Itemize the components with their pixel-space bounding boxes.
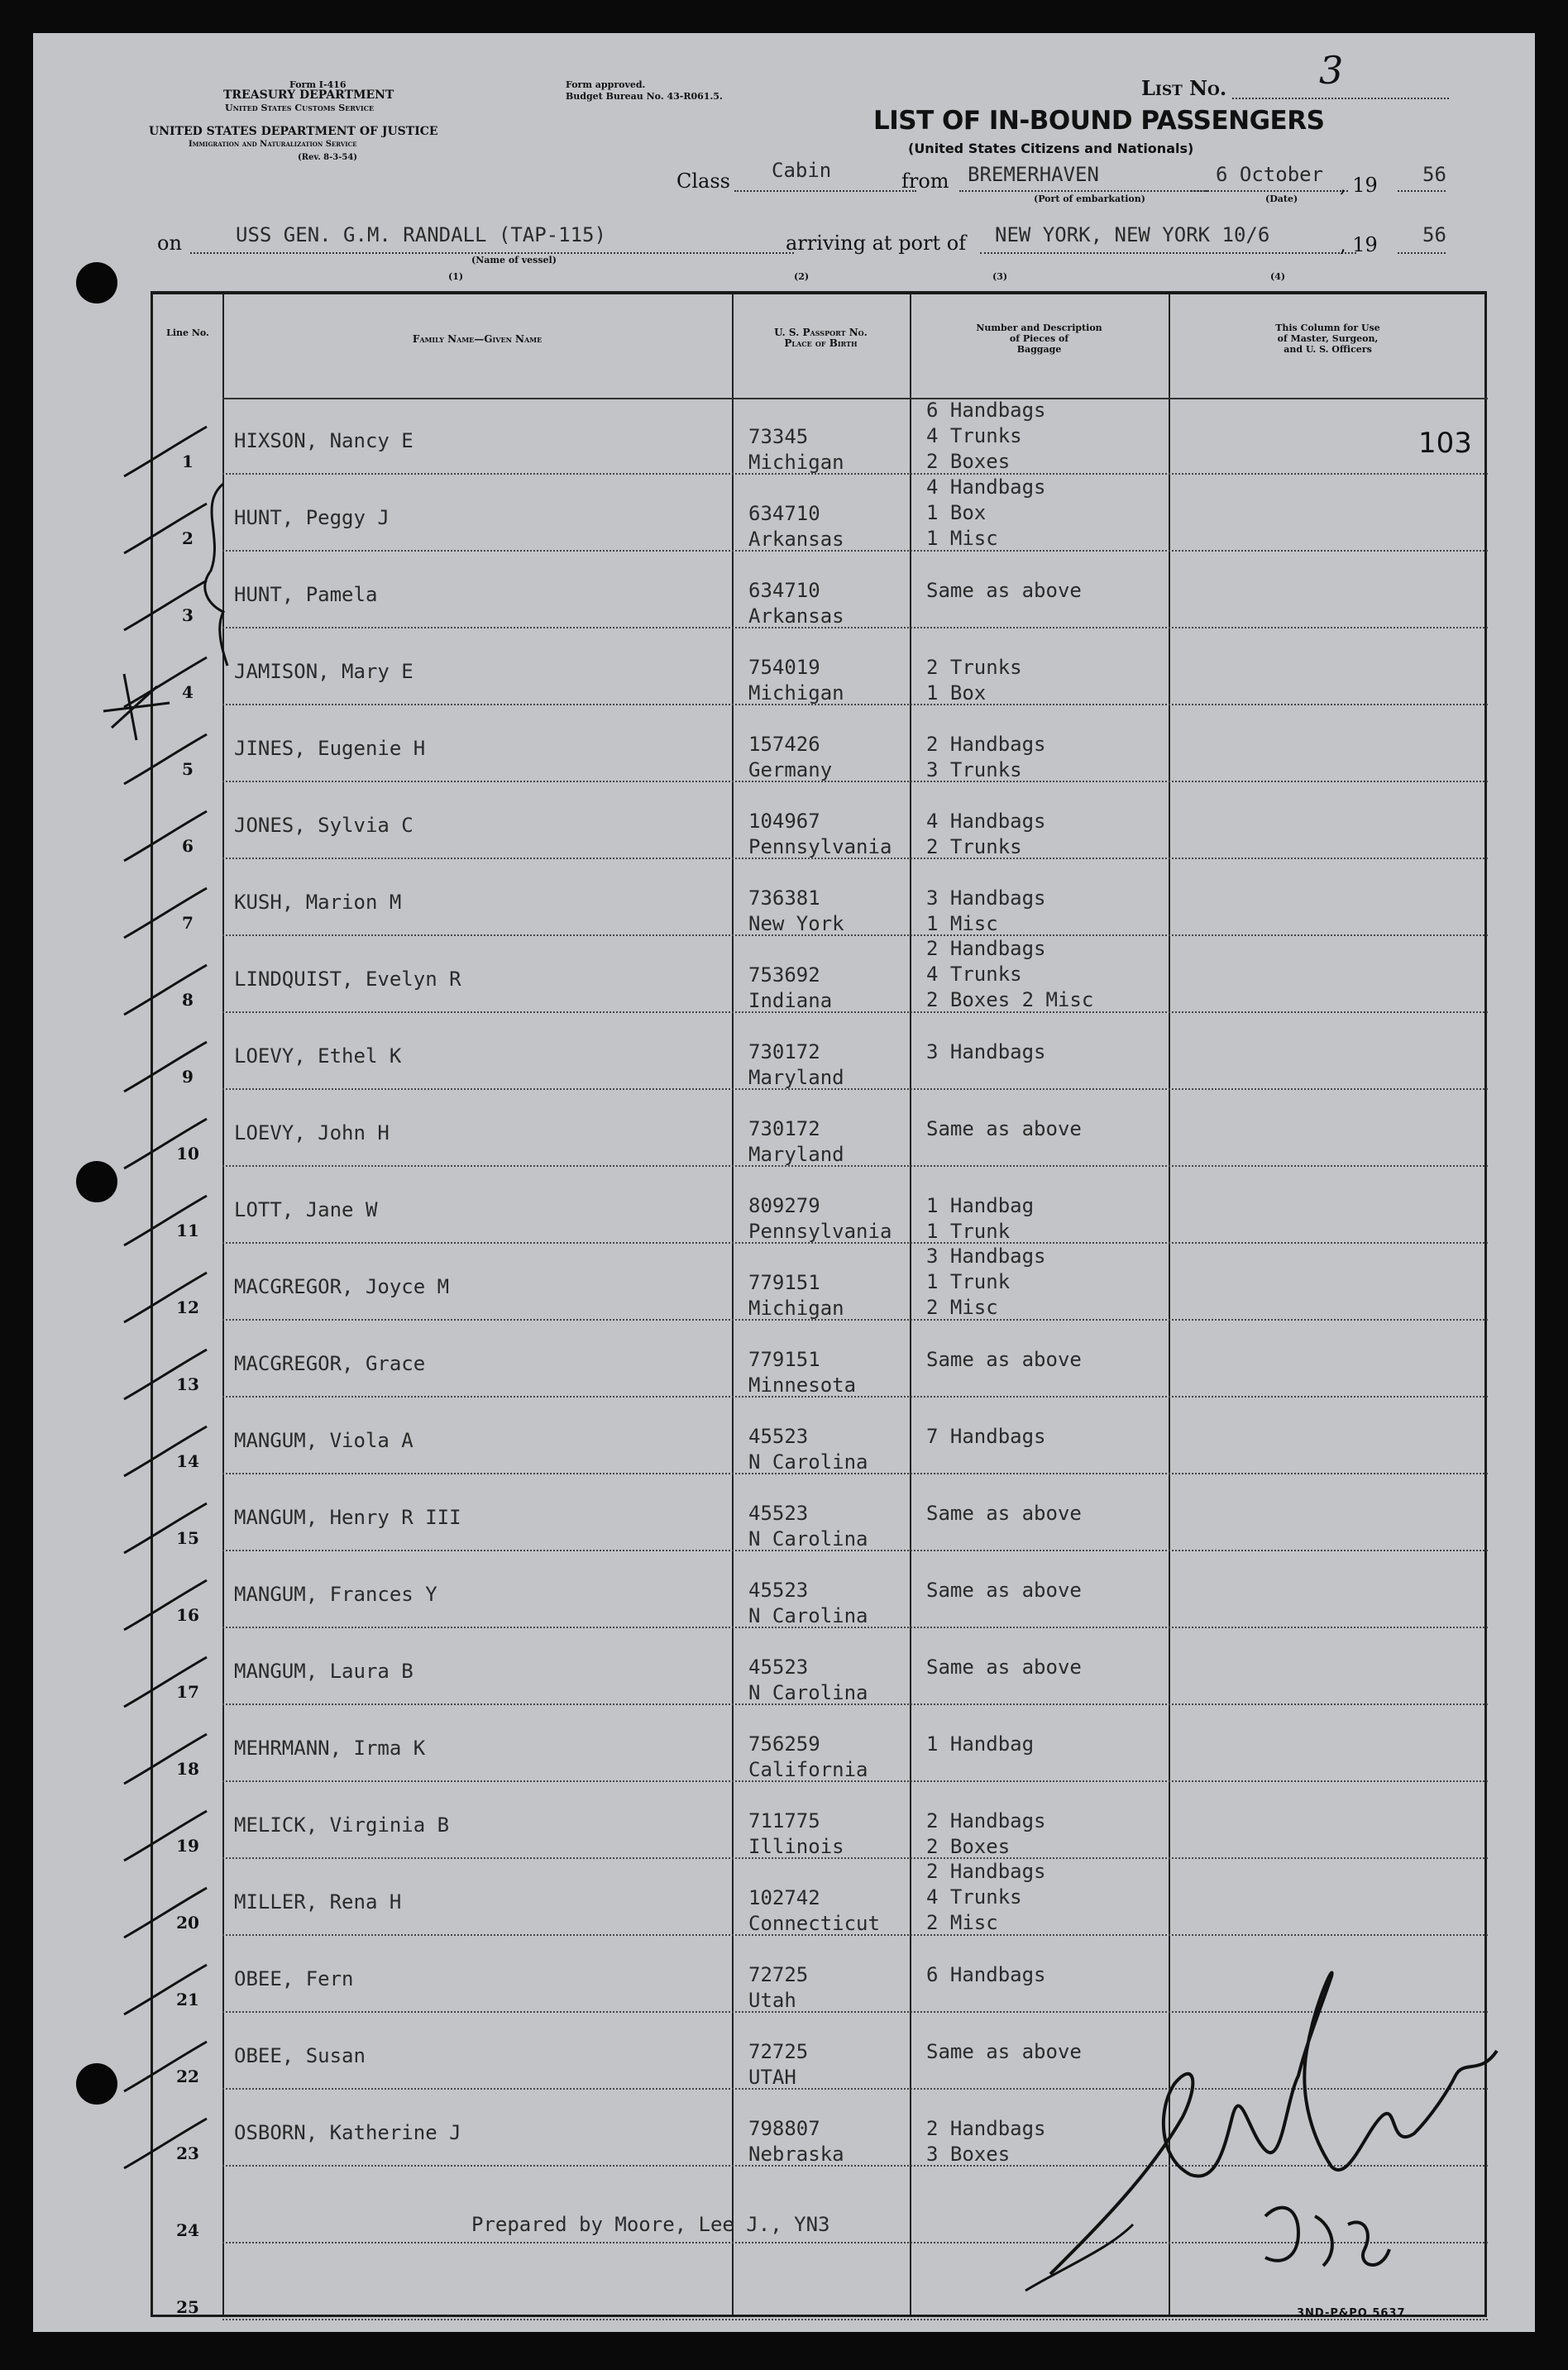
passport-number: 45523 [748, 1425, 809, 1448]
passport-and-birthplace [748, 1347, 856, 1398]
port-caption: (Port of embarkation) [1034, 194, 1145, 204]
table-row [153, 1859, 1484, 1936]
passport-and-birthplace [748, 2116, 844, 2167]
table-row [153, 475, 1484, 552]
line-number: 9 [182, 1067, 194, 1087]
officer-note: 103 [1418, 427, 1472, 460]
passport-number: 102742 [748, 1886, 820, 1909]
line-number: 11 [176, 1221, 199, 1240]
check-mark [120, 423, 211, 480]
passport-number: 104967 [748, 810, 820, 833]
vessel-caption: (Name of vessel) [471, 255, 557, 265]
budget-bureau: Budget Bureau No. 43-R061.5. [566, 91, 723, 102]
baggage-list [926, 475, 1046, 552]
passport-number: 779151 [748, 1348, 820, 1371]
check-mark [120, 1961, 211, 2019]
list-no-label: List No. [1141, 76, 1227, 100]
bracket-mark [190, 480, 240, 670]
class-label: Class [676, 170, 730, 193]
line-number: 14 [176, 1451, 199, 1471]
passenger-name: LOEVY, Ethel K [234, 1044, 402, 1068]
form-approved: Form approved. [566, 79, 646, 90]
birthplace: California [748, 1758, 868, 1781]
passenger-name: LOTT, Jane W [234, 1198, 378, 1221]
passport-and-birthplace [748, 1424, 868, 1475]
passport-and-birthplace [748, 1962, 808, 2014]
check-mark [120, 1653, 211, 1711]
on-label: on [157, 232, 182, 255]
passport-number: 809279 [748, 1194, 820, 1217]
passenger-name: KUSH, Marion M [234, 891, 402, 914]
baggage-item: 3 Handbags [926, 886, 1046, 910]
line-number: 22 [176, 2067, 199, 2086]
passport-and-birthplace [748, 1193, 892, 1245]
col3-number: (3) [992, 271, 1008, 282]
table-row [153, 1090, 1484, 1167]
passport-number: 754019 [748, 656, 820, 679]
line-number: 6 [182, 836, 194, 856]
punch-hole-2 [76, 1161, 117, 1202]
vessel-name: USS GEN. G.M. RANDALL (TAP-115) [236, 223, 606, 246]
passport-number: 634710 [748, 579, 820, 602]
baggage-list [926, 655, 1022, 706]
baggage-item: 4 Trunks [926, 1885, 1022, 1909]
birthplace: N Carolina [748, 1527, 868, 1551]
birthplace: Maryland [748, 1066, 844, 1089]
baggage-item: 1 Box [926, 681, 987, 705]
col2-number: (2) [794, 271, 810, 282]
page-title: LIST OF IN-BOUND PASSENGERS [873, 106, 1325, 136]
passport-and-birthplace [748, 2039, 808, 2090]
passport-and-birthplace [748, 963, 832, 1014]
check-mark [120, 1115, 211, 1173]
line-number: 10 [176, 1144, 199, 1163]
check-mark [120, 884, 211, 942]
baggage-item: 2 Handbags [926, 937, 1046, 960]
baggage-list [926, 809, 1046, 860]
col1-number: (1) [448, 271, 464, 282]
line-number: 12 [176, 1297, 199, 1317]
baggage-item: 3 Boxes [926, 2143, 1011, 2166]
passport-and-birthplace [748, 501, 844, 552]
revision: (Rev. 8-3-54) [298, 153, 358, 162]
baggage-item: 1 Handbag [926, 1732, 1035, 1756]
baggage-item: 2 Misc [926, 1911, 998, 1934]
line-number: 13 [176, 1374, 199, 1394]
baggage-item: 2 Boxes [926, 1835, 1011, 1858]
col-officers-line1: This Column for Use [1275, 323, 1380, 333]
baggage-item: Same as above [926, 1348, 1082, 1371]
line-number: 2 [182, 528, 194, 548]
passport-number: 730172 [748, 1117, 820, 1140]
passenger-name: OBEE, Fern [234, 1967, 354, 1990]
passport-number: 753692 [748, 963, 820, 987]
table-row [153, 398, 1484, 475]
passport-and-birthplace [748, 1501, 868, 1552]
line-number: 24 [176, 2220, 199, 2240]
check-mark [120, 1192, 211, 1250]
table-row [153, 1398, 1484, 1474]
baggage-list [926, 1424, 1046, 1450]
check-mark [120, 1269, 211, 1326]
birthplace: Indiana [748, 989, 833, 1012]
passport-and-birthplace [748, 886, 844, 937]
baggage-item: 6 Handbags [926, 1963, 1046, 1986]
line-number: 15 [176, 1528, 199, 1548]
table-row [153, 1551, 1484, 1628]
table-row [153, 1321, 1484, 1398]
baggage-list [926, 578, 1082, 604]
col-baggage-line3: Baggage [1016, 344, 1062, 355]
birthplace: Germany [748, 758, 833, 781]
passport-number: 45523 [748, 1579, 809, 1602]
birthplace: Pennsylvania [748, 1220, 892, 1243]
baggage-item: 4 Handbags [926, 475, 1046, 499]
baggage-item: 1 Box [926, 501, 987, 524]
baggage-item: Same as above [926, 1117, 1082, 1140]
baggage-item: 6 Handbags [926, 399, 1046, 422]
baggage-item: 4 Handbags [926, 810, 1046, 833]
col-passport-line2: Place of Birth [784, 337, 858, 349]
passport-and-birthplace [748, 578, 844, 629]
col-officers [1169, 323, 1487, 355]
from-label: from [901, 170, 949, 193]
baggage-list [926, 1732, 1034, 1757]
check-mark [120, 2038, 211, 2095]
birthplace: Illinois [748, 1835, 844, 1858]
baggage-item: 3 Handbags [926, 1040, 1046, 1063]
passenger-name: MANGUM, Laura B [234, 1660, 414, 1683]
passport-number: 72725 [748, 2040, 809, 2063]
birthplace: N Carolina [748, 1450, 868, 1474]
baggage-item: 7 Handbags [926, 1425, 1046, 1448]
col-baggage [910, 323, 1169, 355]
passenger-name: MILLER, Rena H [234, 1890, 402, 1914]
check-mark [120, 1499, 211, 1557]
table-row [153, 552, 1484, 628]
col-officers-line3: and U. S. Officers [1284, 344, 1372, 355]
birthplace: UTAH [748, 2066, 796, 2089]
table-row [153, 628, 1484, 705]
baggage-item: 2 Boxes [926, 450, 1011, 473]
passenger-list-sheet [33, 33, 1535, 2332]
date-value: 6 October [1216, 163, 1324, 186]
baggage-list [926, 1347, 1082, 1373]
baggage-item: 3 Handbags [926, 1245, 1046, 1268]
baggage-item: 1 Trunk [926, 1220, 1011, 1243]
line-number: 16 [176, 1605, 199, 1625]
baggage-list [926, 1193, 1034, 1245]
passenger-name: JINES, Eugenie H [234, 737, 426, 760]
col4-number: (4) [1270, 271, 1286, 282]
punch-hole-3 [76, 2063, 117, 2105]
punch-hole-1 [76, 262, 117, 303]
check-mark [120, 1038, 211, 1096]
passenger-name: MANGUM, Henry R III [234, 1506, 461, 1529]
table-row [153, 782, 1484, 859]
check-mark [120, 1730, 211, 1788]
line-number: 1 [182, 452, 194, 471]
passport-number: 711775 [748, 1809, 820, 1832]
footer-code: 3ND-P&PO 5637 [1297, 2307, 1406, 2320]
passenger-name: LINDQUIST, Evelyn R [234, 968, 461, 991]
passport-and-birthplace [748, 732, 832, 783]
table-row [153, 1474, 1484, 1551]
check-mark [120, 1576, 211, 1634]
check-mark [120, 1807, 211, 1865]
baggage-list [926, 936, 1093, 1013]
check-mark [120, 961, 211, 1019]
baggage-list [926, 1116, 1082, 1142]
baggage-list [926, 1578, 1082, 1603]
passport-and-birthplace [748, 1809, 844, 1860]
cross-mark [99, 670, 174, 744]
passport-and-birthplace [748, 809, 892, 860]
passenger-name: MEHRMANN, Irma K [234, 1737, 426, 1760]
passenger-name: JAMISON, Mary E [234, 660, 414, 683]
baggage-item: 2 Boxes 2 Misc [926, 988, 1094, 1011]
passenger-name: MACGREGOR, Joyce M [234, 1275, 450, 1298]
col-line-no: Line No. [166, 327, 209, 338]
department-of-justice: UNITED STATES DEPARTMENT OF JUSTICE [149, 125, 438, 138]
baggage-item: 2 Handbags [926, 1860, 1046, 1883]
passenger-name: OBEE, Susan [234, 2044, 366, 2067]
line-number: 3 [182, 605, 194, 625]
baggage-list [926, 1244, 1046, 1321]
passport-and-birthplace [748, 1039, 844, 1091]
line-number: 5 [182, 759, 194, 779]
check-mark [120, 807, 211, 865]
baggage-item: 4 Trunks [926, 963, 1022, 986]
baggage-list [926, 732, 1046, 783]
check-mark [120, 1422, 211, 1480]
class-value: Cabin [772, 159, 832, 182]
birthplace: Utah [748, 1989, 796, 2012]
table-row [153, 859, 1484, 936]
passport-number: 45523 [748, 1656, 809, 1679]
table-row [153, 1167, 1484, 1244]
passport-number: 756259 [748, 1732, 820, 1756]
baggage-list [926, 1501, 1082, 1527]
passenger-name: MANGUM, Frances Y [234, 1583, 437, 1606]
line-number: 4 [182, 682, 194, 702]
passport-number: 736381 [748, 886, 820, 910]
arrival-year-prefix: , 19 [1340, 233, 1378, 256]
birthplace: Pennsylvania [748, 835, 892, 858]
baggage-item: 4 Trunks [926, 424, 1022, 447]
prepared-by: Prepared by Moore, Lee J., YN3 [471, 2213, 830, 2236]
baggage-item: Same as above [926, 579, 1082, 602]
line-number: 21 [176, 1990, 199, 2009]
baggage-item: 2 Misc [926, 1296, 998, 1319]
signature [1001, 1952, 1513, 2299]
form-number: Form I-416 [289, 79, 347, 90]
birthplace: Arkansas [748, 528, 844, 551]
arrival-port: NEW YORK, NEW YORK 10/6 [995, 223, 1270, 246]
baggage-item: Same as above [926, 2040, 1082, 2063]
col-passport [732, 327, 910, 349]
birthplace: New York [748, 912, 844, 935]
table-row [153, 1013, 1484, 1090]
passenger-name: JONES, Sylvia C [234, 814, 414, 837]
table-row [153, 1628, 1484, 1705]
passenger-name: MANGUM, Viola A [234, 1429, 414, 1452]
passenger-name: HIXSON, Nancy E [234, 429, 414, 452]
baggage-item: Same as above [926, 1502, 1082, 1525]
arrival-year: 56 [1422, 223, 1446, 246]
passport-and-birthplace [748, 1732, 868, 1783]
table-row [153, 705, 1484, 782]
port-of-embarkation: BREMERHAVEN [968, 163, 1099, 186]
passport-number: 798807 [748, 2117, 820, 2140]
birthplace: Michigan [748, 451, 844, 474]
birthplace: Maryland [748, 1143, 844, 1166]
list-no-value: 3 [1319, 48, 1344, 93]
baggage-item: 2 Handbags [926, 1809, 1046, 1832]
passenger-name: HUNT, Pamela [234, 583, 378, 606]
table-row [153, 1705, 1484, 1782]
line-number: 7 [182, 913, 194, 933]
passenger-name: MELICK, Virginia B [234, 1813, 450, 1837]
line-number: 20 [176, 1913, 199, 1933]
check-mark [120, 1884, 211, 1942]
baggage-item: 1 Misc [926, 527, 998, 550]
line-number: 18 [176, 1759, 199, 1779]
baggage-list [926, 1039, 1046, 1065]
passport-number: 730172 [748, 1040, 820, 1063]
passport-and-birthplace [748, 1885, 880, 1937]
baggage-list [926, 886, 1046, 937]
line-number: 25 [176, 2297, 199, 2317]
birthplace: Connecticut [748, 1912, 880, 1935]
passport-and-birthplace [748, 1270, 844, 1321]
baggage-item: Same as above [926, 1579, 1082, 1602]
line-number: 23 [176, 2143, 199, 2163]
line-number: 19 [176, 1836, 199, 1856]
baggage-item: 2 Trunks [926, 835, 1022, 858]
table-row [153, 1244, 1484, 1321]
baggage-item: 1 Trunk [926, 1270, 1011, 1293]
baggage-list [926, 1655, 1082, 1680]
immigration-service: Immigration and Naturalization Service [189, 140, 357, 149]
baggage-item: Same as above [926, 1656, 1082, 1679]
table-row [153, 936, 1484, 1013]
passport-number: 157426 [748, 733, 820, 756]
baggage-list [926, 1809, 1046, 1860]
birthplace: N Carolina [748, 1604, 868, 1627]
baggage-item: 2 Handbags [926, 733, 1046, 756]
passport-and-birthplace [748, 1655, 868, 1706]
birthplace: Michigan [748, 1297, 844, 1320]
birthplace: Minnesota [748, 1374, 857, 1397]
table-row [153, 1782, 1484, 1859]
passport-and-birthplace [748, 1116, 844, 1168]
baggage-item: 1 Misc [926, 912, 998, 935]
passport-number: 634710 [748, 502, 820, 525]
col-passport-line1: U. S. Passport No. [774, 327, 868, 338]
baggage-item: 2 Trunks [926, 656, 1022, 679]
line-number: 17 [176, 1682, 199, 1702]
baggage-item: 1 Handbag [926, 1194, 1035, 1217]
passport-number: 72725 [748, 1963, 809, 1986]
arriving-label: arriving at port of [786, 232, 967, 255]
passport-and-birthplace [748, 655, 844, 706]
col-officers-line2: of Master, Surgeon, [1277, 333, 1379, 344]
passport-and-birthplace [748, 424, 844, 475]
passenger-name: LOEVY, John H [234, 1121, 390, 1144]
customs-service: United States Customs Service [225, 103, 375, 113]
col-baggage-line2: of Pieces of [1009, 333, 1069, 344]
passenger-name: HUNT, Peggy J [234, 506, 390, 529]
year-prefix: , 19 [1340, 174, 1378, 197]
date-caption: (Date) [1265, 194, 1298, 204]
col-name: Family Name—Given Name [412, 333, 543, 345]
check-mark [120, 1345, 211, 1403]
baggage-item: 2 Handbags [926, 2117, 1046, 2140]
birthplace: N Carolina [748, 1681, 868, 1704]
birthplace: Michigan [748, 681, 844, 705]
col-baggage-line1: Number and Description [976, 323, 1102, 333]
baggage-list [926, 1859, 1046, 1936]
birthplace: Nebraska [748, 2143, 844, 2166]
passport-number: 779151 [748, 1271, 820, 1294]
line-number: 8 [182, 990, 194, 1010]
check-mark [120, 2114, 211, 2172]
baggage-list [926, 398, 1046, 475]
passport-number: 73345 [748, 425, 809, 448]
baggage-item: 3 Trunks [926, 758, 1022, 781]
birthplace: Arkansas [748, 604, 844, 628]
passenger-name: MACGREGOR, Grace [234, 1352, 426, 1375]
treasury-department: TREASURY DEPARTMENT [223, 88, 394, 102]
year-value: 56 [1422, 163, 1446, 186]
passenger-name: OSBORN, Katherine J [234, 2121, 461, 2144]
passport-number: 45523 [748, 1502, 809, 1525]
page-subtitle: (United States Citizens and Nationals) [908, 141, 1194, 156]
passport-and-birthplace [748, 1578, 868, 1629]
